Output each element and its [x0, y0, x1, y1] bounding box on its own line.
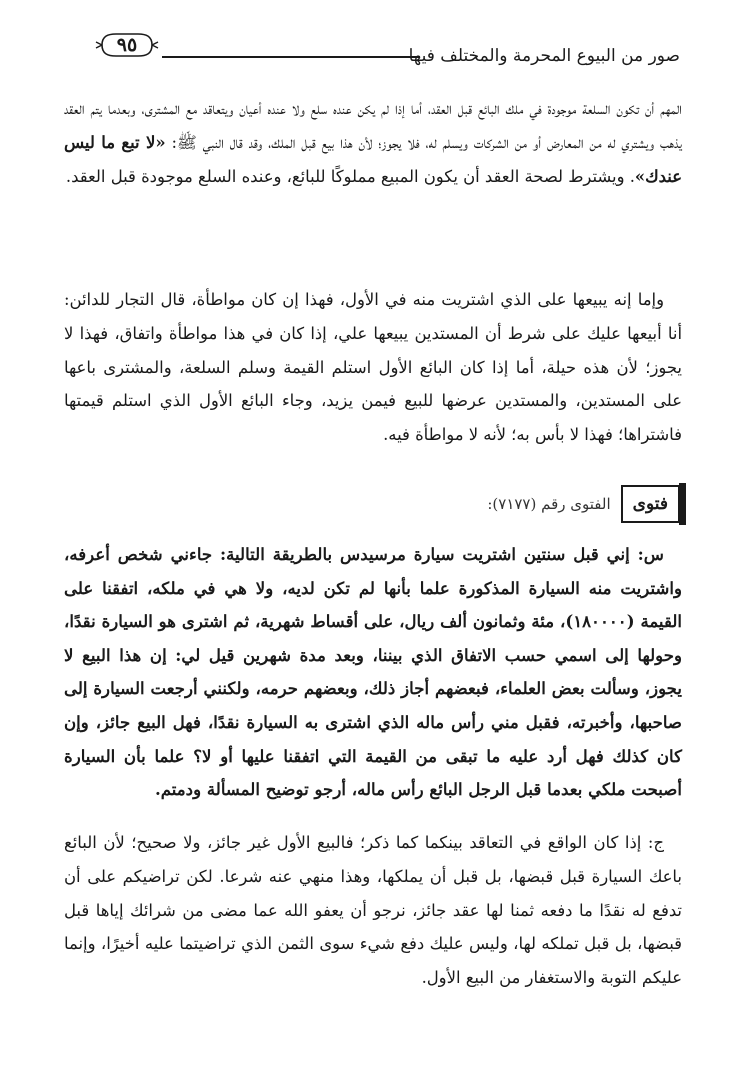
answer-text: ج: إذا كان الواقع في التعاقد بينكما كما ذكر؛ فالبيع الأول غير جائز، ولا صحيح؛ لأن البائع باعك السيارة قبل قبضها، بل قبل أن يملكها، وهذا منهي عنه شرعا. لكن تراضيكم على أن تدفع له نقدًا ما دفعه ثمنا لها عقد جائز، نرجو أن يعفو الله عما مضى من شرائك إياها قبل قبضها، بل قبل تملكه لها، وليس عليك دفع شيء سوى الثمن الذي تراضيتما عليه أخيرًا، وإنما عليكم التوبة والاستغفار من البيع الأول.	[64, 833, 682, 988]
running-header-title: صور من البيوع المحرمة والمختلف فيها	[408, 46, 680, 66]
paragraph-text: وإما إنه يبيعها على الذي اشتريت منه في الأول، فهذا إن كان مواطأة، قال التجار للدائن: أنا أبيعها عليك على شرط أن المستدين يبيعها علي، إذا كان في هذا مواطأة واتفاق، فهذا لا يجوز؛ لأن هذه حيلة، أما إذا كان البائع الأول استلم القيمة وسلم السلعة، والمشترى باعها على المستدين، والمستدين عرضها للبيع فيمن يزيد، وجاء البائع الأول الذي استلم قيمتها فاشتراها؛ فهذا لا بأس به؛ لأنه لا مواطأة فيه.	[64, 290, 682, 445]
paragraph-collusion	[64, 283, 682, 452]
paragraph-text: . ويشترط لصحة العقد أن يكون المبيع مملوكًا للبائع، وعنده السلع موجودة قبل العقد.	[65, 166, 635, 186]
page-number-ornament	[94, 30, 160, 60]
question-text: س: إني قبل سنتين اشتريت سيارة مرسيدس بالطريقة التالية: جاءني شخص أعرفه، واشتريت منه السيارة المذكورة علما بأنها لم تكن لديه، ولا هي في ملكه، اتفقنا على القيمة (١٨٠٠٠٠)، مئة وثمانون ألف ريال، على أقساط شهرية، ثم اشترى هو السيارة نقدًا، وحولها إلى اسمي حسب الاتفاق الذي بيننا، وبعد مدة شهرين قيل لي: إن هذا البيع لا يجوز، وسألت بعض العلماء، فبعضهم أجاز ذلك، وبعضهم حرمه، ولكنني أرجعت السيارة إلى صاحبها، وأخبرته، فقبل مني رأس ماله الذي اشترى به السيارة نقدًا، فهل البيع جائز، وإن كان كذلك فهل أرد عليه ما تبقى من القيمة التي اتفقنا عليها أو لا؟ علما بأن السيارة أصبحت ملكي بعدما قبل الرجل البائع رأس ماله، أرجو توضيح المسألة ودمتم.	[64, 544, 683, 800]
answer-block	[64, 826, 682, 995]
fatwa-label-box	[621, 485, 680, 523]
fatwa-bar-decoration	[679, 483, 686, 525]
header-rule	[162, 56, 420, 58]
paragraph-ownership	[64, 92, 682, 193]
paragraph-text: المهم أن تكون السلعة موجودة في ملك البائع قبل العقد، أما إذا لم يكن عنده سلع ولا عنده أعيان ويتعاقد مع المشترى، وبعدما يتم العقد يذهب ويشتري له من المعارض أو من الشركات ويسلم له، فلا يجوز؛ لأن هذا بيع قبل الملك، وقد قال النبي ﷺ:	[64, 99, 682, 152]
page-number: ٩٥	[116, 34, 138, 56]
fatwa-number: الفتوى رقم (٧١٧٧):	[487, 495, 611, 513]
fatwa-heading	[487, 484, 680, 524]
fatwa-label: فتوى	[632, 494, 668, 514]
hadith-quote: «لا تبع ما ليس عندك»	[64, 132, 682, 186]
